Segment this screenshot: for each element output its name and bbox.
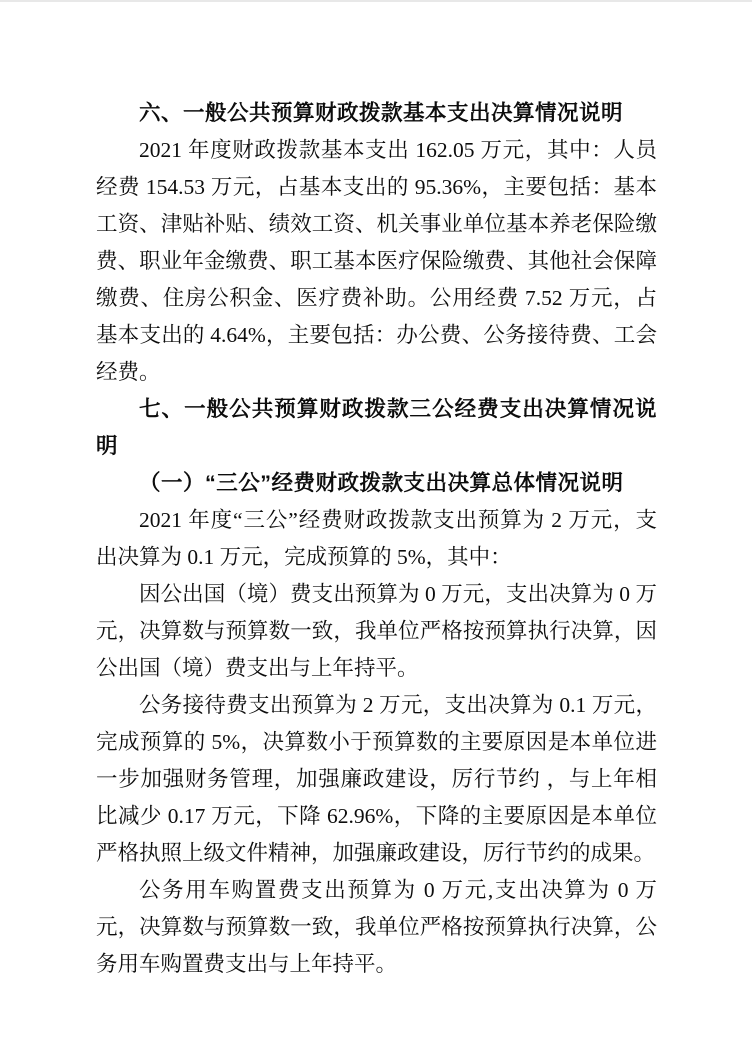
paragraph-official-reception-expense: 公务接待费支出预算为 2 万元，支出决算为 0.1 万元，完成预算的 5%，决算数小于预算数的主要原因是本单位进一步加强财务管理，加强廉政建设，厉行节约 ，与上年相比减少 0.17 万元，下降 62.96%，下降的主要原因是本单位严格执照上级文件精神，加强廉政建设，厉行节约的成果。 [96, 693, 657, 865]
heading-section-seven-three-public-funds: 七、一般公共预算财政拨款三公经费支出决算情况说明 [96, 397, 657, 458]
paragraph-basic-expenditure-details: 2021 年度财政拨款基本支出 162.05 万元，其中：人员经费 154.53 万元，占基本支出的 95.36%，主要包括：基本工资、津贴补贴、绩效工资、机关事业单位基本养老保险缴费、职业年金缴费、职工基本医疗保险缴费、其他社会保障缴费、住房公积金、医疗费补助。公用经费 7.52 万元，占基本支出的 4.64%，主要包括：办公费、公务接待费、工会经费。 [96, 138, 657, 384]
paragraph-overseas-trips-expense: 因公出国（境）费支出预算为 0 万元，支出决算为 0 万元，决算数与预算数一致，我单位严格按预算执行决算，因公出国（境）费支出与上年持平。 [96, 582, 657, 680]
document-body [96, 95, 657, 983]
heading-subsection-one-overall-situation: （一）“三公”经费财政拨款支出决算总体情况说明 [139, 471, 624, 495]
heading-section-six-basic-expenditure: 六、一般公共预算财政拨款基本支出决算情况说明 [139, 101, 624, 125]
paragraph-three-public-funds-overview: 2021 年度“三公”经费财政拨款支出预算为 2 万元，支出决算为 0.1 万元，完成预算的 5%，其中： [96, 508, 657, 569]
paragraph-official-vehicle-purchase-expense: 公务用车购置费支出预算为 0 万元,支出决算为 0 万元，决算数与预算数一致，我单位严格按预算执行决算，公务用车购置费支出与上年持平。 [96, 878, 657, 976]
